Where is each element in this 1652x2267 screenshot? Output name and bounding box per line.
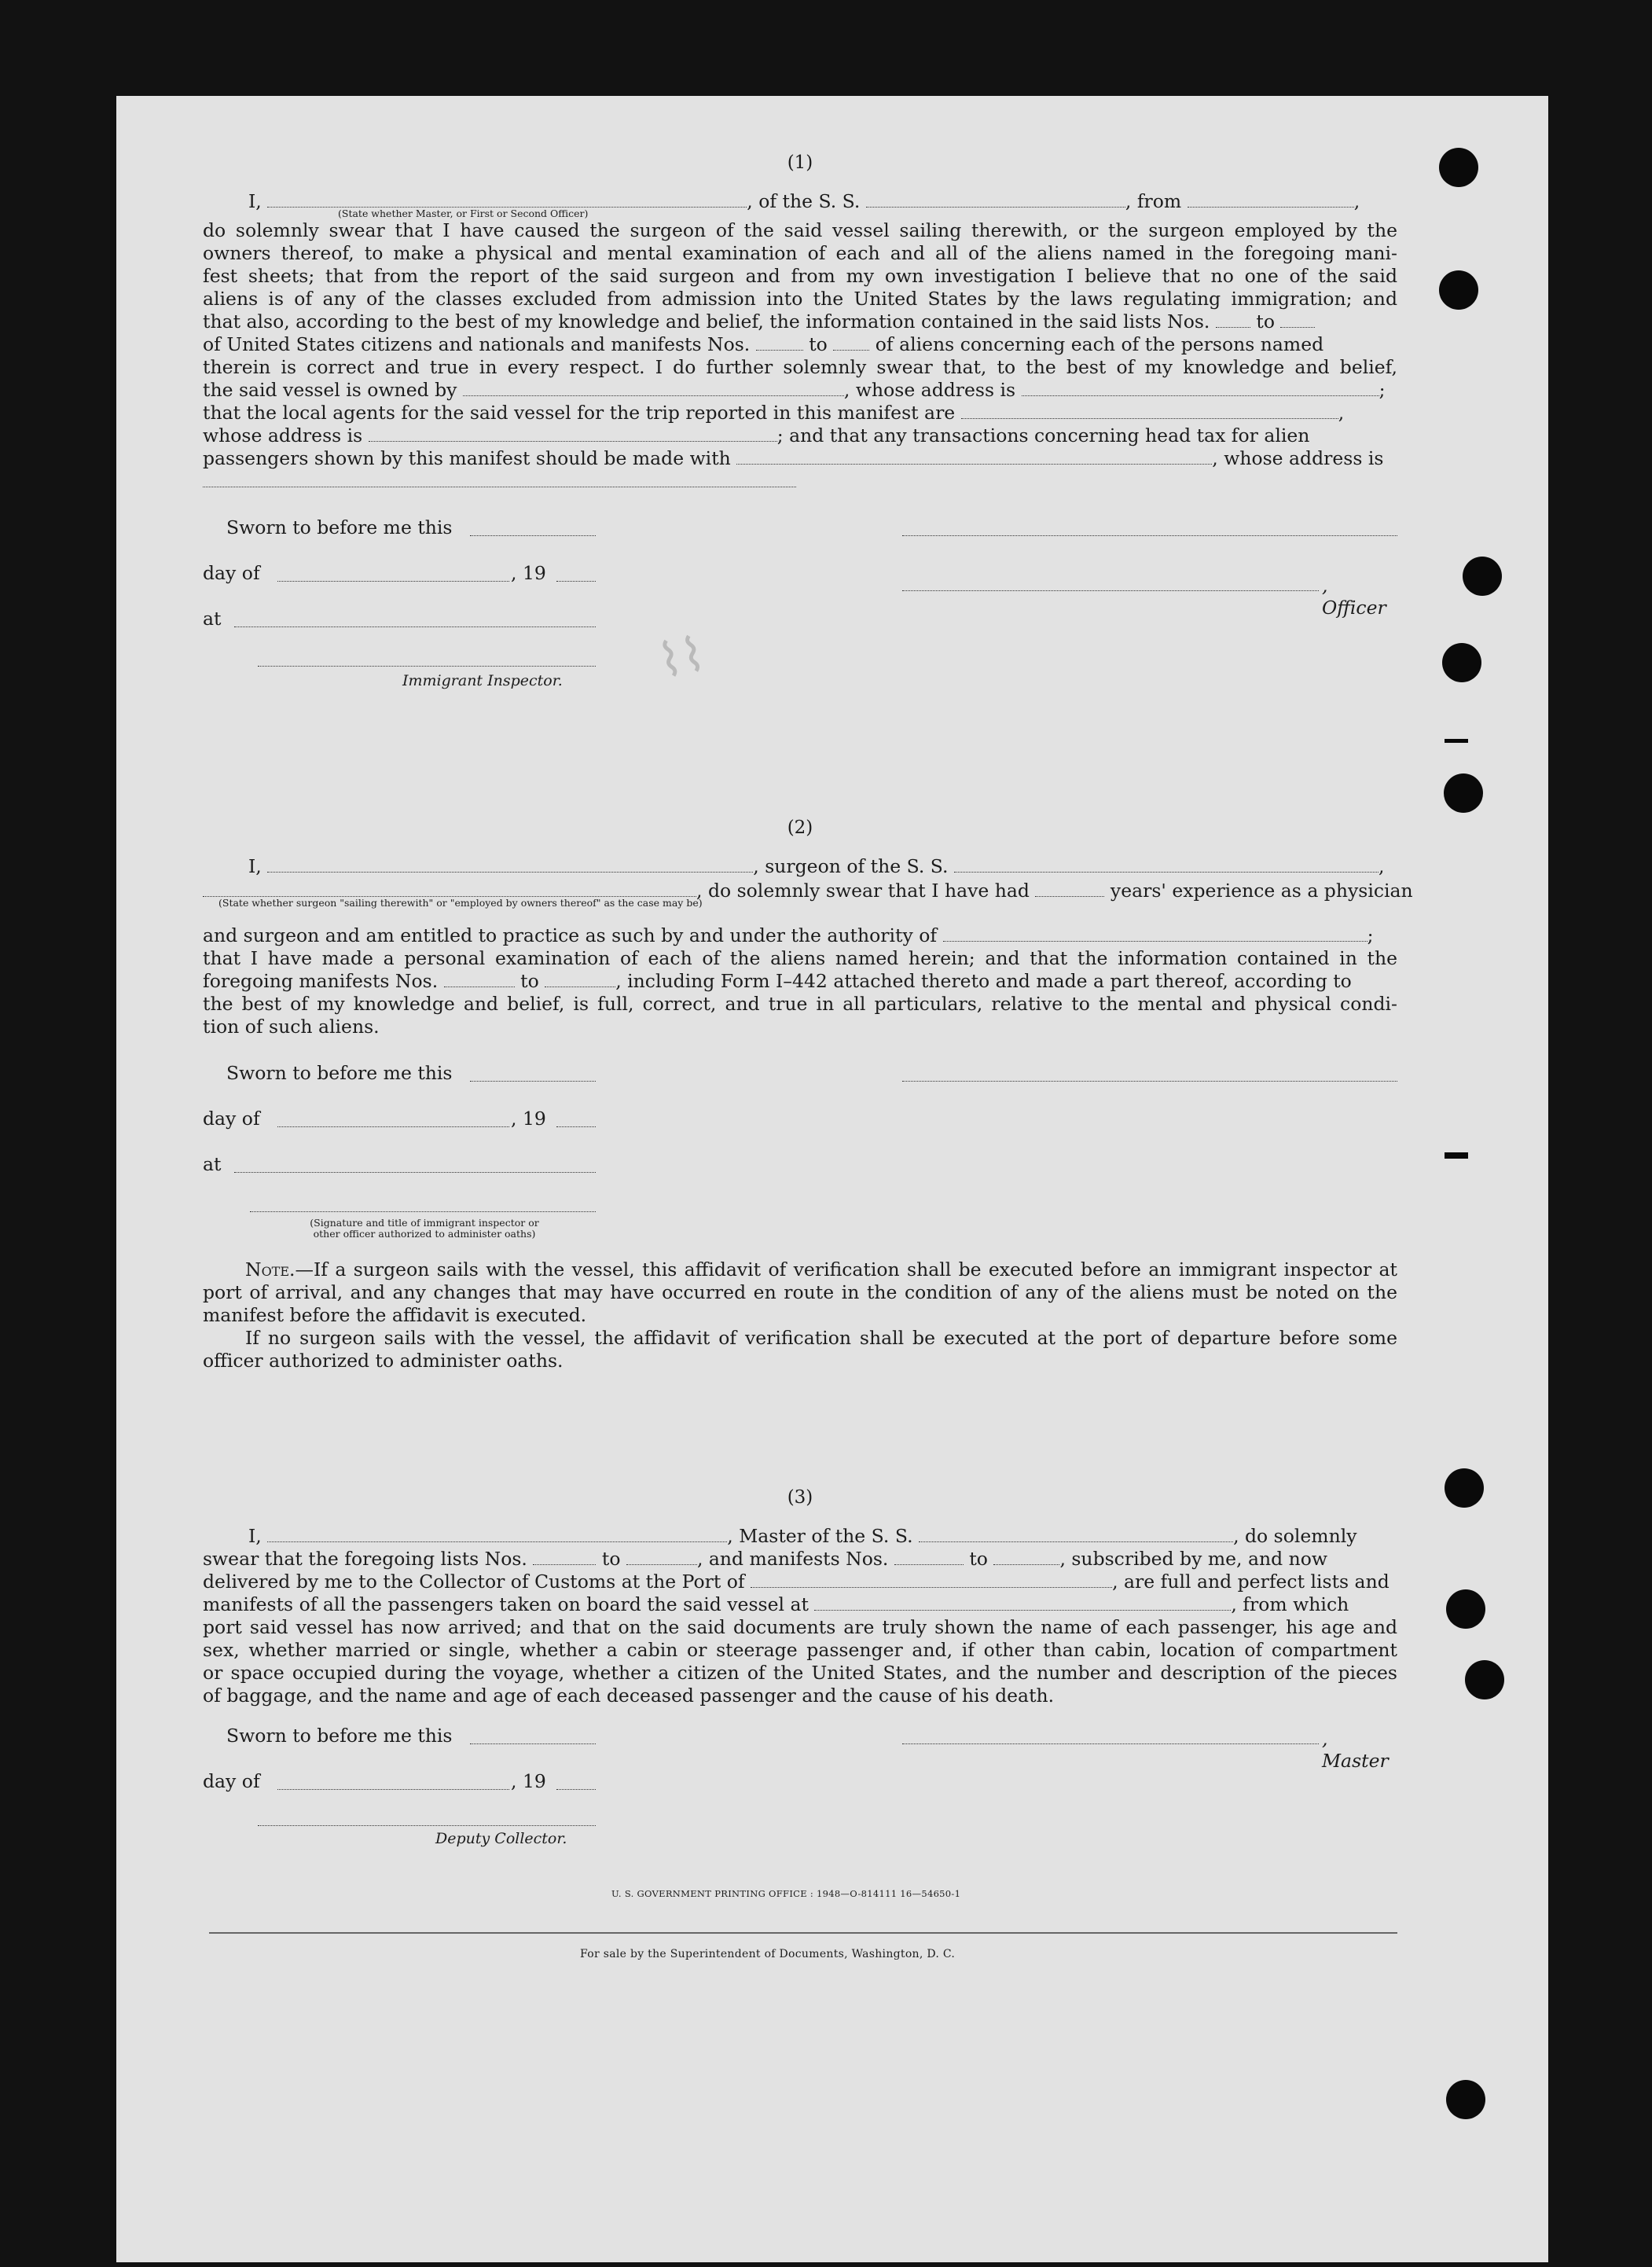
s2-sworn-date-field[interactable]: [470, 1081, 596, 1082]
s1-line-address: whose address is ; and that any transactions concerning head tax for alien: [203, 424, 1310, 446]
s3-manifests-to-field[interactable]: [993, 1550, 1059, 1565]
section-1: [203, 152, 1397, 705]
manifests-from-field[interactable]: [756, 336, 803, 351]
binder-hole: [1446, 1589, 1485, 1629]
s2-at-place-field[interactable]: [234, 1172, 596, 1173]
head-tax-address-field[interactable]: [203, 472, 796, 487]
s2-line-nos: foregoing manifests Nos. to , including Form I–442 attached thereto and made a part thereof, according to: [203, 970, 1352, 992]
vessel-name-field[interactable]: [866, 193, 1125, 208]
note-block: [203, 1258, 1397, 1372]
s1-line-passengers: passengers shown by this manifest should be made with , whose address is: [203, 447, 1384, 469]
s3-year-field[interactable]: [556, 1789, 596, 1790]
manifests-to-field[interactable]: [833, 336, 869, 351]
s3-line1: I, , Master of the S. S. , do solemnly: [248, 1525, 1357, 1547]
sworn-date-field[interactable]: [470, 535, 596, 536]
s2-signature-block: Sworn to before me this day of , 19 at (Signature and title of immigrant inspector or other officer authorized to administer oaths): [203, 1062, 1397, 1258]
officer-signature-line[interactable]: [902, 535, 1397, 536]
footer-rule: [209, 1932, 1397, 1934]
master-signature-line[interactable]: [902, 1743, 1319, 1744]
gpo-imprint: U. S. GOVERNMENT PRINTING OFFICE : 1948—O-814111 16—54650-1: [611, 1888, 961, 1899]
head-tax-party-field[interactable]: [736, 450, 1212, 465]
s3-body-2: or space occupied during the voyage, whether a citizen of the United States, and the number and description of the pieces: [203, 1662, 1397, 1684]
binder-hole: [1465, 1660, 1504, 1699]
s1-line1: I, , of the S. S. , from ,: [248, 190, 1360, 212]
s3-day-of-field[interactable]: [277, 1789, 509, 1790]
s2-manifests-from-field[interactable]: [444, 972, 515, 987]
s1-line-correct: therein is correct and true in every respect. I do further solemnly swear that, to the best of my knowledge and belief,: [203, 356, 1397, 378]
s3-lists-to-field[interactable]: [626, 1550, 697, 1565]
s2-line-belief: the best of my knowledge and belief, is full, correct, and true in all particulars, relative to the mental and physical condi-: [203, 993, 1397, 1015]
s1-signature-block: Sworn to before me this day of , 19 , Officer at Immigrant Inspector.: [203, 516, 1397, 705]
owner-address-field[interactable]: [1022, 381, 1379, 396]
note-paragraph-2: If no surgeon sails with the vessel, the affidavit of verification shall be executed at the port of departure before some officer authorized to administer oaths.: [203, 1327, 1397, 1372]
s3-body-1: sex, whether married or single, whether a cabin or steerage passenger and, if other than cabin, location of compartment: [203, 1639, 1397, 1661]
s2-line-last: tion of such aliens.: [203, 1016, 380, 1038]
s2-line-authority: and surgeon and am entitled to practice as such by and under the authority of ;: [203, 924, 1374, 946]
years-experience-field[interactable]: [1035, 882, 1104, 897]
handwritten-mark: ⌇⌇: [653, 626, 710, 690]
surgeon-signature-line[interactable]: [902, 1081, 1397, 1082]
year-field[interactable]: [556, 581, 596, 582]
s1-line-nos: that also, according to the best of my knowledge and belief, the information contained in the said lists Nos. to: [203, 310, 1397, 333]
authority-field[interactable]: [943, 927, 1367, 942]
section-3: [203, 1487, 1397, 1866]
binder-hole: [1442, 643, 1481, 682]
s3-manifests-from-field[interactable]: [894, 1550, 964, 1565]
s2-year-field[interactable]: [556, 1126, 596, 1127]
s1-line-manifests: of United States citizens and nationals and manifests Nos. to of aliens concerning each of the persons named: [203, 333, 1324, 355]
owner-field[interactable]: [463, 381, 844, 396]
s2-inspector-signature-line[interactable]: [250, 1211, 596, 1212]
port-field[interactable]: [751, 1573, 1112, 1588]
binder-hole: [1439, 148, 1478, 187]
binder-hole: [1444, 773, 1483, 813]
s1-body-1: owners thereof, to make a physical and mental examination of each and all of the aliens named in the foregoing mani-: [203, 242, 1397, 264]
s2-inspector-caption-2: other officer authorized to administer oaths): [313, 1228, 536, 1240]
s2-day-of-field[interactable]: [277, 1126, 509, 1127]
note-paragraph-1: —If a surgeon sails with the vessel, this affidavit of verification shall be executed before an immigrant inspector at port of arrival, and any changes that may have occurred en route in the condition of any of the aliens must be noted on the manifest before the affidavit is executed.: [203, 1258, 1397, 1326]
s2-line-exam: that I have made a personal examination of each of the aliens named herein; and that the information contained in the: [203, 947, 1397, 969]
s3-line3: delivered by me to the Collector of Customs at the Port of , are full and perfect lists and: [203, 1571, 1390, 1593]
day-of-field[interactable]: [277, 581, 509, 582]
binder-hole: [1439, 270, 1478, 310]
s1-line-agents: that the local agents for the said vessel for the trip reported in this manifest are ,: [203, 402, 1345, 424]
lists-to-field[interactable]: [1280, 313, 1315, 328]
collector-caption: Deputy Collector.: [435, 1830, 567, 1847]
s1-caption: (State whether Master, or First or Second Officer): [338, 208, 589, 219]
binder-mark: [1445, 1152, 1468, 1159]
s2-manifests-to-field[interactable]: [545, 972, 615, 987]
s2-line2: , do solemnly swear that I have had years' experience as a physician: [203, 880, 1397, 902]
lists-from-field[interactable]: [1216, 313, 1250, 328]
at-place-field[interactable]: [234, 626, 596, 627]
section-1-number: (1): [787, 152, 813, 173]
s1-body-2: fest sheets; that from the report of the said surgeon and from my own investigation I believe that no one of the said: [203, 265, 1397, 287]
s3-lists-from-field[interactable]: [533, 1550, 596, 1565]
binder-hole: [1463, 557, 1502, 596]
surgeon-vessel-field[interactable]: [954, 858, 1379, 873]
s3-line-last: of baggage, and the name and age of each deceased passenger and the cause of his death.: [203, 1685, 1055, 1707]
s3-signature-block: Sworn to before me this , Master day of , 19 Deputy Collector.: [203, 1725, 1389, 1847]
surgeon-status-field[interactable]: [203, 882, 696, 897]
binder-hole: [1446, 2080, 1485, 2119]
s3-body-0: port said vessel has now arrived; and that on the said documents are truly shown the name of each passenger, his age and: [203, 1616, 1397, 1638]
binder-mark: [1445, 739, 1468, 743]
s2-caption: (State whether surgeon "sailing therewith" or "employed by owners thereof" as the case may be): [218, 897, 703, 909]
note-label: Note.: [245, 1258, 296, 1280]
binder-hole: [1445, 1468, 1484, 1508]
section-3-number: (3): [787, 1487, 813, 1508]
section-2: [203, 818, 1413, 1372]
officer-name-line[interactable]: [902, 590, 1319, 591]
inspector-caption: Immigrant Inspector.: [402, 672, 563, 689]
collector-signature-line[interactable]: [258, 1825, 596, 1826]
s1-line-blank: [203, 470, 1397, 493]
s1-body-0: do solemnly swear that I have caused the surgeon of the said vessel sailing therewith, or the surgeon employed by the: [203, 219, 1397, 241]
agents-field[interactable]: [961, 404, 1338, 419]
master-name-field[interactable]: [267, 1527, 727, 1542]
agents-address-field[interactable]: [369, 427, 777, 442]
s1-body-3: aliens is of any of the classes excluded from admission into the United States by the laws regulating immigration; and: [203, 288, 1397, 310]
s2-line1: I, , surgeon of the S. S. ,: [248, 855, 1385, 877]
s3-line2: swear that the foregoing lists Nos. to , and manifests Nos. to , subscribed by me, and now: [203, 1548, 1328, 1570]
form-page: [116, 96, 1548, 2262]
surgeon-name-field[interactable]: [267, 858, 753, 873]
inspector-signature-line[interactable]: [258, 666, 596, 667]
s3-sworn-date-field[interactable]: [470, 1743, 596, 1744]
s2-inspector-caption-1: (Signature and title of immigrant inspector or: [310, 1217, 539, 1229]
boarding-port-field[interactable]: [814, 1596, 1231, 1611]
section-2-number: (2): [787, 818, 813, 838]
officer-rank-field[interactable]: [267, 193, 747, 208]
master-vessel-field[interactable]: [919, 1527, 1233, 1542]
from-port-field[interactable]: [1188, 193, 1354, 208]
sale-notice: For sale by the Superintendent of Documents, Washington, D. C.: [580, 1948, 956, 1960]
s1-line-owned: the said vessel is owned by , whose address is ;: [203, 379, 1386, 401]
s3-line4: manifests of all the passengers taken on board the said vessel at , from which: [203, 1593, 1349, 1615]
